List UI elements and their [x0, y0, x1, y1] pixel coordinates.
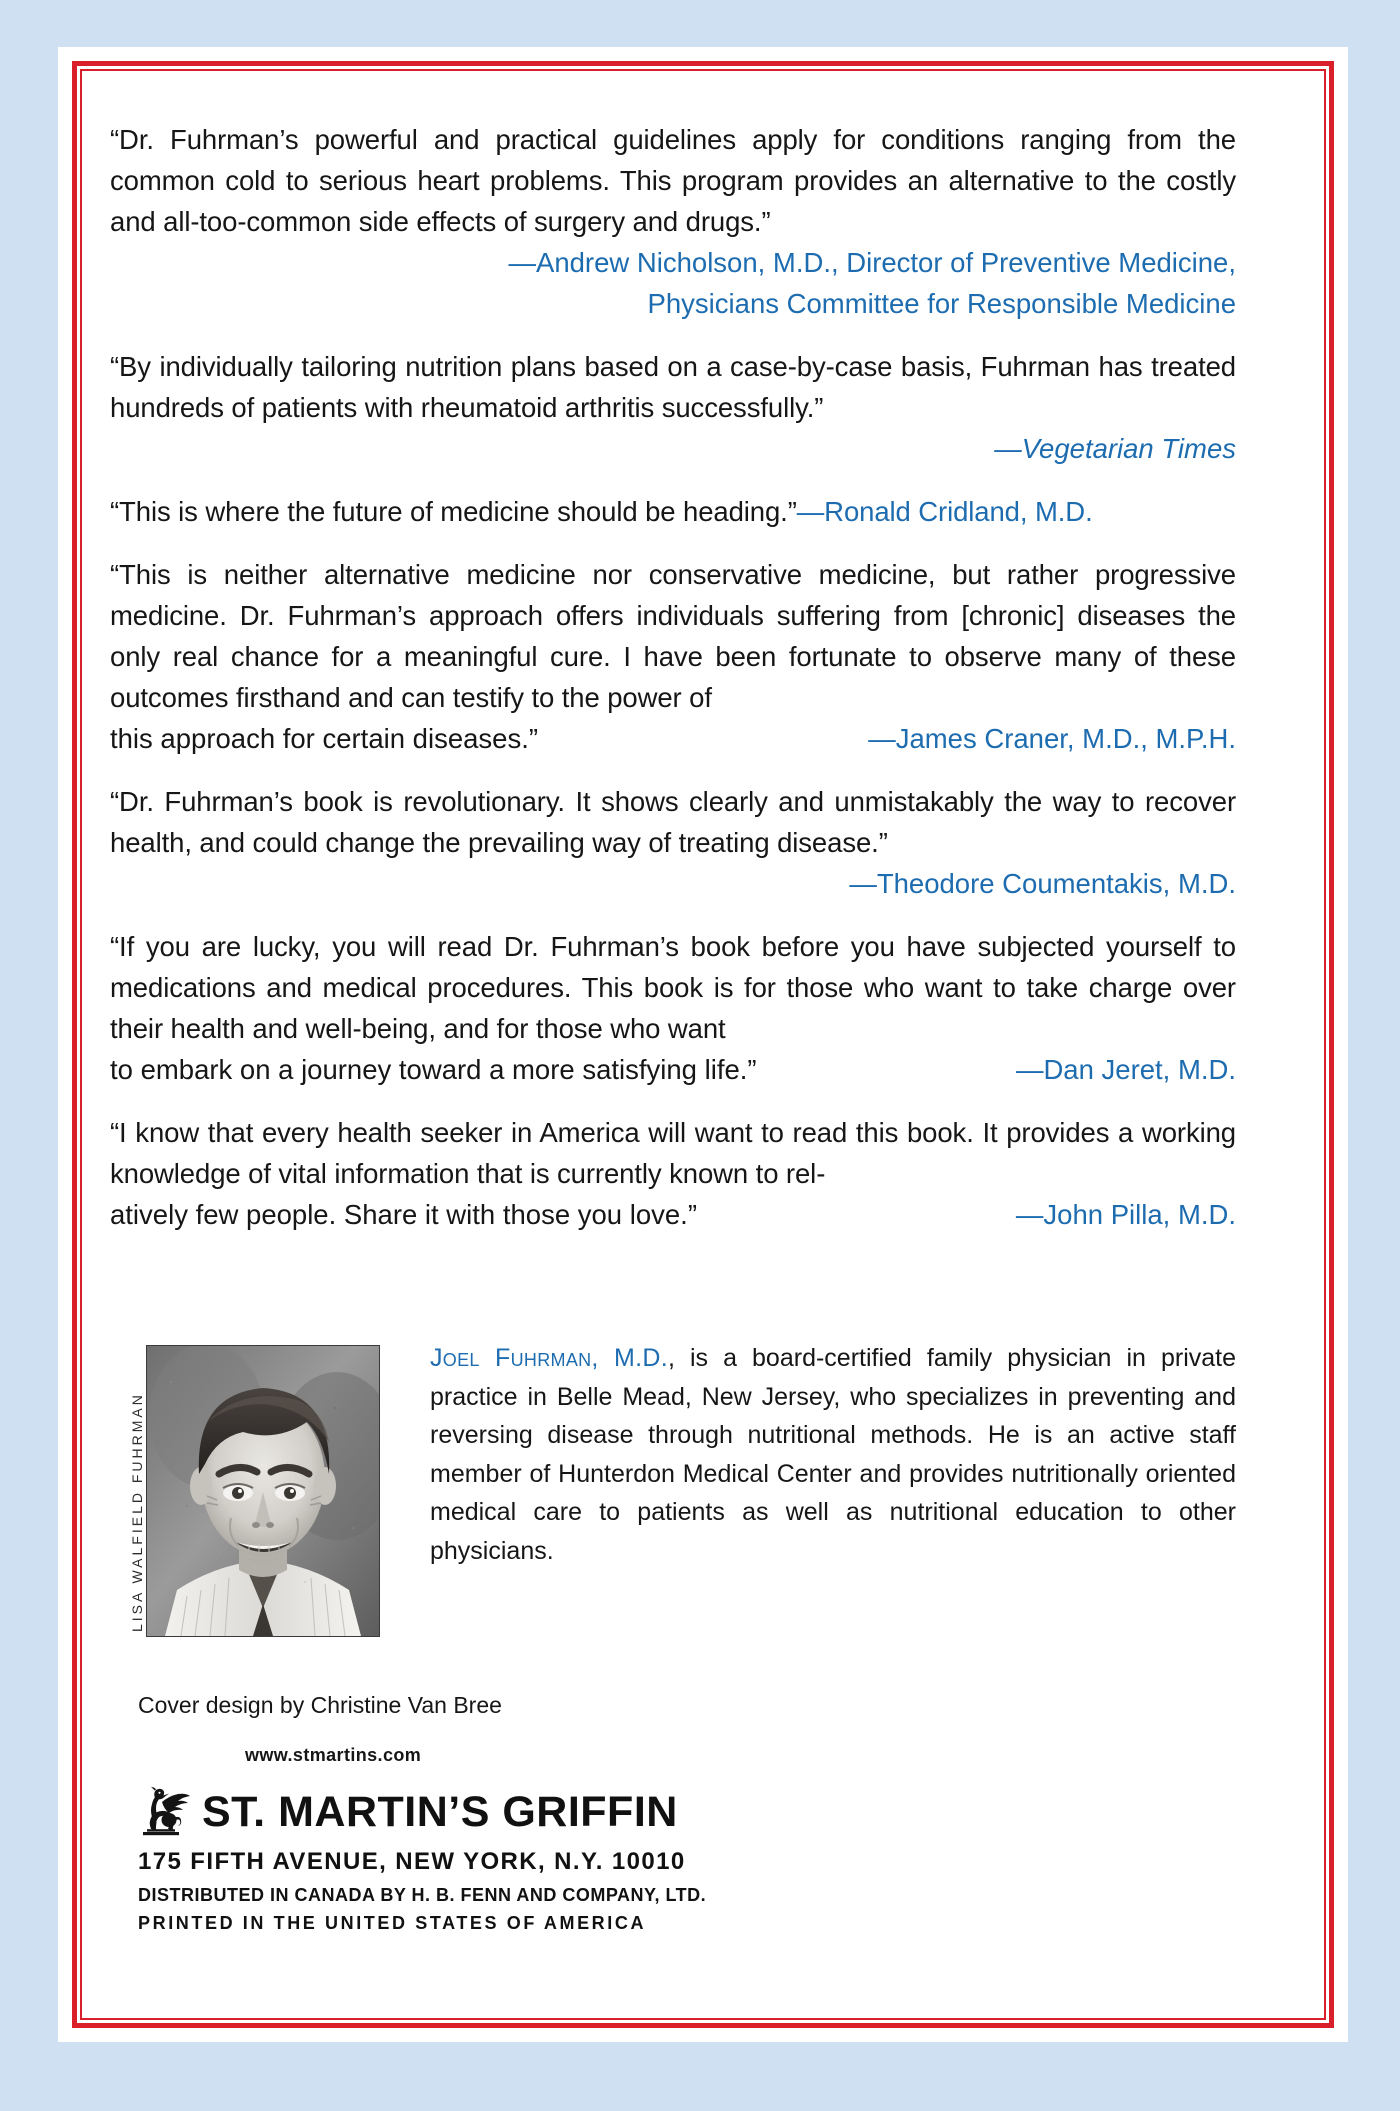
blurb-attribution: —James Craner, M.D., M.P.H.: [868, 723, 1236, 754]
imprint-row: [138, 1786, 1236, 1838]
blurb-column: [110, 119, 1236, 1257]
blurb-text: “Dr. Fuhrman’s book is revolutionary. It shows clearly and unmistakably the way to recover health, and could change the prevailing way of treating disease.”: [110, 786, 1236, 858]
imprint-name: ST. MARTIN’S GRIFFIN: [202, 1787, 678, 1836]
blurb-text: “This is neither alternative medicine nor conservative medicine, but rather progressive medicine. Dr. Fuhrman’s approach offers individuals suffering from [chronic] diseases the only real chance for a meaningful cure. I have been fortunate to observe many of these outcomes firsthand and can testify to the power of: [110, 559, 1236, 713]
canada-distribution-line: DISTRIBUTED IN CANADA BY H. B. FENN AND COMPANY, LTD.: [138, 1885, 707, 1905]
bio-paragraph: [430, 1339, 1236, 1570]
book-back-cover: [58, 47, 1348, 2042]
blurb-jeret: [110, 926, 1236, 1090]
blurb-attribution: —Dan Jeret, M.D.: [1015, 1054, 1236, 1085]
bio-body: , is a board-certified family physician in private practice in Belle Mead, New Jersey, who specializes in preventing and reversing disease through nutritional methods. He is an active staff member of Hunterdon Medical Center and provides nutritionally oriented medical care to patients as well as nutritional education to other physicians.: [430, 1344, 1237, 1565]
blurb-last-line: to embark on a journey toward a more satisfying life.”: [110, 1054, 757, 1085]
blurb-cridland: [110, 491, 1236, 532]
blurb-last-line-row: [110, 1194, 1236, 1235]
blurb-attribution-line-2: Physicians Committee for Responsible Medicine: [647, 288, 1236, 319]
author-bio-section: [110, 1339, 1236, 1639]
publisher-footer: [110, 1692, 1236, 1934]
blurb-text-with-attribution: [110, 491, 1236, 532]
portrait-illustration: [147, 1346, 379, 1636]
blurb-pilla: [110, 1112, 1236, 1235]
blurb-text: “This is where the future of medicine should be heading.”: [110, 496, 797, 527]
blurb-attribution: —Ronald Cridland, M.D.: [796, 496, 1093, 527]
blurb-coumentakis: [110, 781, 1236, 904]
blurb-last-line-row: [110, 1049, 1236, 1090]
author-portrait-photo: [146, 1345, 380, 1637]
blurb-attribution: —Vegetarian Times: [994, 433, 1236, 464]
cover-design-credit: Cover design by Christine Van Bree: [138, 1692, 502, 1718]
blurb-attribution-line-1: —Andrew Nicholson, M.D., Director of Preventive Medicine,: [508, 247, 1236, 278]
photographer-credit: LISA WALFIELD FUHRMAN: [129, 1392, 145, 1632]
blurb-attribution: —John Pilla, M.D.: [1015, 1199, 1236, 1230]
blurb-text: “I know that every health seeker in America will want to read this book. It provides a working knowledge of vital information that is currently known to rel-: [110, 1117, 1236, 1189]
blurb-last-line: atively few people. Share it with those you love.”: [110, 1199, 697, 1230]
blurb-nicholson: [110, 119, 1236, 324]
blurb-text: “By individually tailoring nutrition plans based on a case-by-case basis, Fuhrman has treated hundreds of patients with rheumatoid arthritis successfully.”: [110, 351, 1236, 423]
blurb-last-line-row: [110, 718, 1236, 759]
author-bio-text: [430, 1339, 1236, 1570]
blurb-vegetarian-times: [110, 346, 1236, 469]
publisher-address: 175 FIFTH AVENUE, NEW YORK, N.Y. 10010: [138, 1848, 686, 1875]
blurb-text: “If you are lucky, you will read Dr. Fuhrman’s book before you have subjected yourself to medications and medical procedures. This book is for those who want to take charge over their health and well-being, and for those who want: [110, 931, 1236, 1044]
blurb-attribution: —Theodore Coumentakis, M.D.: [849, 868, 1236, 899]
blurb-text: “Dr. Fuhrman’s powerful and practical guidelines apply for conditions ranging from the common cold to serious heart problems. This program provides an alternative to the costly and all-too-common side effects of surgery and drugs.”: [110, 124, 1236, 237]
blurb-last-line: this approach for certain diseases.”: [110, 723, 538, 754]
griffin-icon: [138, 1786, 192, 1838]
griffin-logo-icon: [138, 1786, 192, 1838]
publisher-website[interactable]: www.stmartins.com: [245, 1745, 422, 1765]
printed-in-line: PRINTED IN THE UNITED STATES OF AMERICA: [138, 1913, 647, 1933]
photo-credit-rail: [110, 1339, 146, 1639]
author-name: Joel Fuhrman, M.D.: [430, 1344, 668, 1372]
blurb-craner: [110, 554, 1236, 759]
